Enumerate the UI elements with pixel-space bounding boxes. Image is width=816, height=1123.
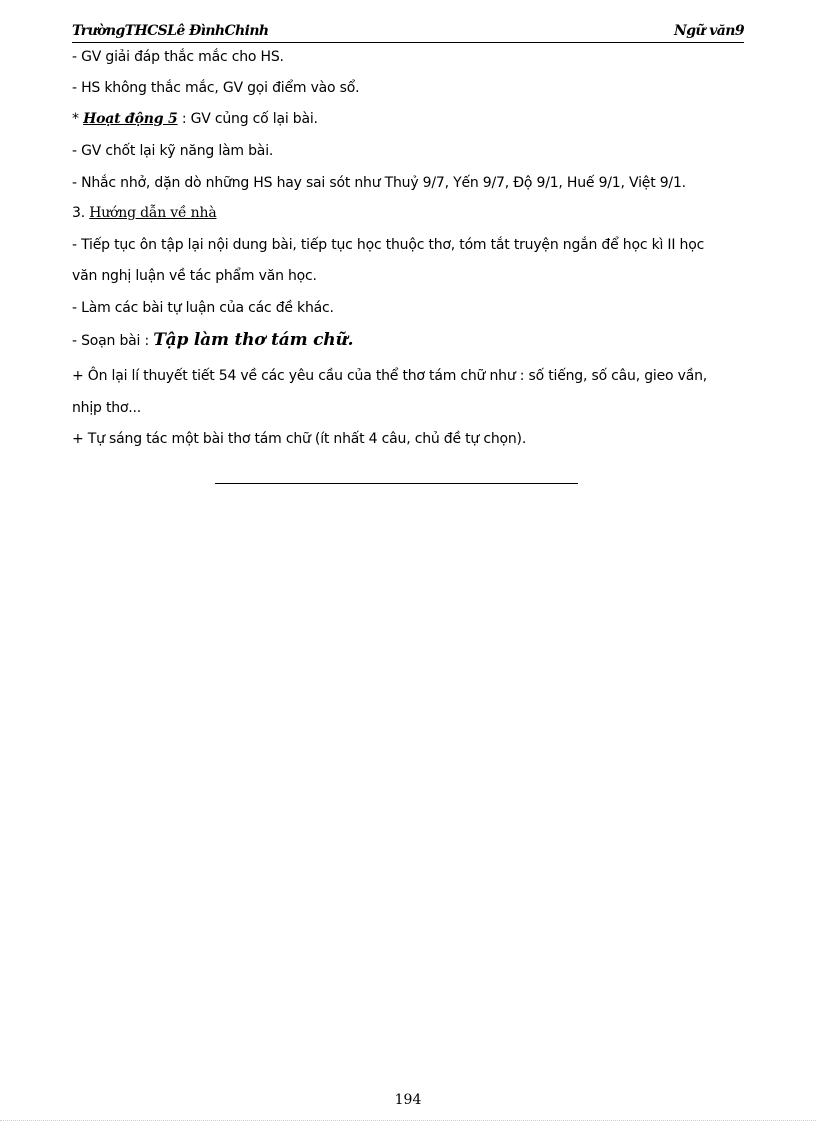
page-number: 194 <box>394 1092 422 1108</box>
paragraph-line: + Ôn lại lí thuyết tiết 54 về các yêu cầu của thể thơ tám chữ như : số tiếng, số câu, gieo vần, <box>72 368 708 384</box>
school-name: TrườngTHCSLê ĐìnhChinh <box>72 23 269 39</box>
bullet-star: * <box>72 111 84 127</box>
paragraph-line: - Làm các bài tự luận của các đề khác. <box>72 300 334 316</box>
activity-text: : GV củng cố lại bài. <box>177 111 318 127</box>
page-header <box>72 20 744 43</box>
footer-rule <box>0 1120 816 1121</box>
subject-name: Ngữ văn9 <box>674 23 744 39</box>
prepare-lesson-line <box>72 330 353 350</box>
paragraph-line: - GV chốt lại kỹ năng làm bài. <box>72 143 274 159</box>
paragraph-line: - Nhắc nhở, dặn dò những HS hay sai sót như Thuỷ 9/7, Yến 9/7, Độ 9/1, Huế 9/1, Việt 9/1. <box>72 175 686 191</box>
section-number: 3. <box>72 205 90 221</box>
activity-heading: Hoạt động 5 <box>83 111 178 127</box>
section-heading <box>72 205 216 221</box>
prepare-prefix: - Soạn bài : <box>72 333 154 349</box>
paragraph-line: - HS không thắc mắc, GV gọi điểm vào sổ. <box>72 80 360 96</box>
section-title: Hướng dẫn về nhà <box>89 205 217 221</box>
paragraph-line: - Tiếp tục ôn tập lại nội dung bài, tiếp tục học thuộc thơ, tóm tắt truyện ngắn để học kì II học <box>72 237 705 253</box>
section-divider <box>215 483 578 484</box>
paragraph-line: + Tự sáng tác một bài thơ tám chữ (ít nhất 4 câu, chủ đề tự chọn). <box>72 431 527 447</box>
activity-5-line <box>72 111 318 127</box>
paragraph-line: nhịp thơ... <box>72 400 142 416</box>
paragraph-line: văn nghị luận về tác phẩm văn học. <box>72 268 317 284</box>
lesson-title: Tập làm thơ tám chữ. <box>153 330 354 350</box>
paragraph-line: - GV giải đáp thắc mắc cho HS. <box>72 49 284 65</box>
